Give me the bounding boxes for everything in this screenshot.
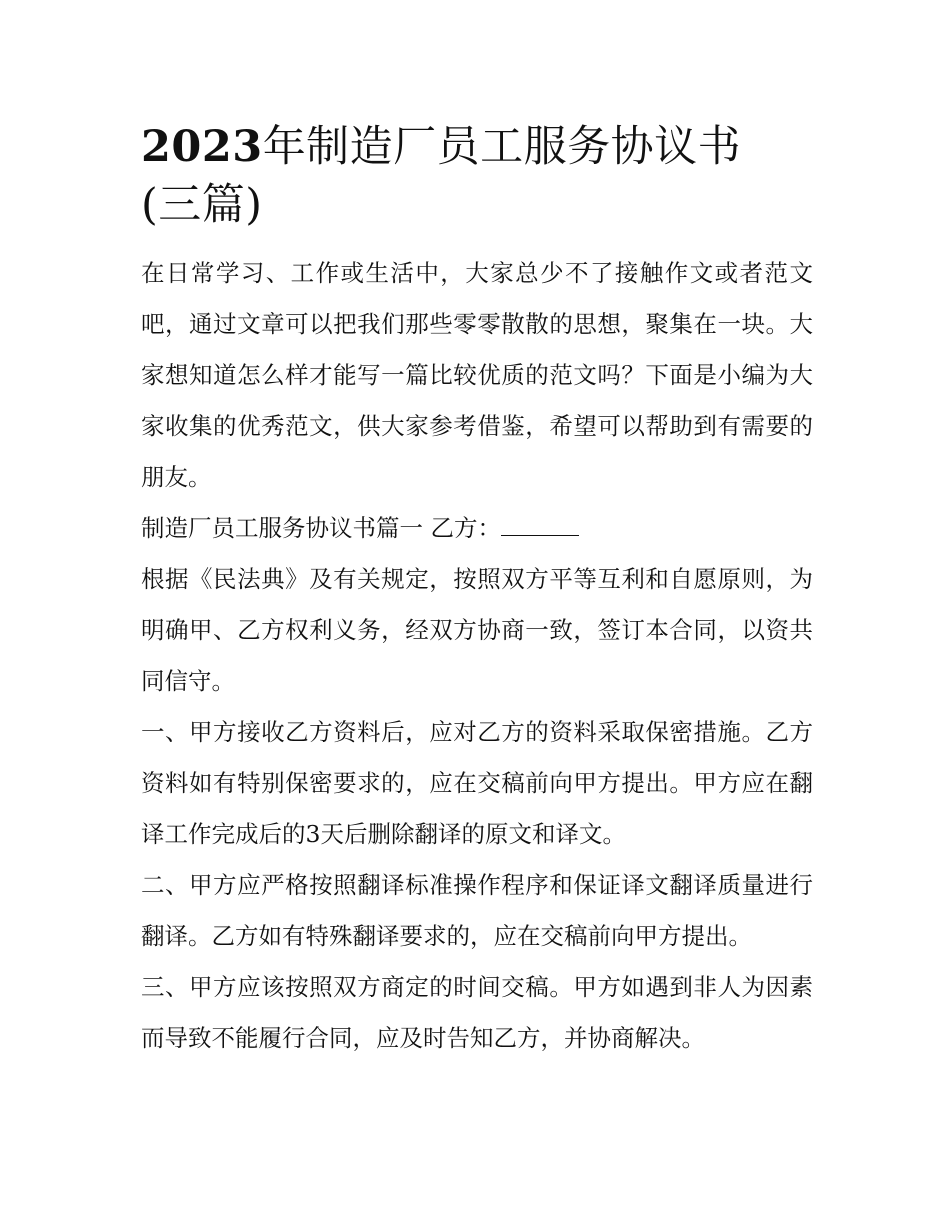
section-heading bbox=[141, 503, 813, 554]
page-title bbox=[141, 118, 813, 234]
intro-paragraph: 在日常学习、工作或生活中，大家总少不了接触作文或者范文吧，通过文章可以把我们那些零零散散的思想，聚集在一块。大家想知道怎么样才能写一篇比较优质的范文吗？下面是小编为大家收集的优秀范文，供大家参考借鉴，希望可以帮助到有需要的朋友。 bbox=[141, 259, 813, 491]
party-b-blank bbox=[501, 515, 579, 536]
title-subtitle: (三篇) bbox=[141, 180, 263, 230]
clause-1: 一、甲方接收乙方资料后，应对乙方的资料采取保密措施。乙方资料如有特别保密要求的，应在交稿前向甲方提出。甲方应在翻译工作完成后的3天后删除翻译的原文和译文。 bbox=[141, 718, 813, 848]
title-year: 2023 bbox=[141, 122, 263, 172]
clause-basis: 根据《民法典》及有关规定，按照双方平等互利和自愿原则，为明确甲、乙方权利义务，经双方协商一致，签订本合同，以资共同信守。 bbox=[141, 565, 813, 695]
clause-3: 三、甲方应该按照双方商定的时间交稿。甲方如遇到非人为因素而导致不能履行合同，应及时告知乙方，并协商解决。 bbox=[141, 973, 813, 1052]
title-text: 年制造厂员工服务协议书 bbox=[262, 122, 742, 172]
clause-2: 二、甲方应严格按照翻译标准操作程序和保证译文翻译质量进行翻译。乙方如有特殊翻译要求的，应在交稿前向甲方提出。 bbox=[141, 871, 813, 950]
section-heading-text: 制造厂员工服务协议书篇一 乙方： bbox=[141, 514, 501, 542]
document-page bbox=[141, 118, 813, 1064]
